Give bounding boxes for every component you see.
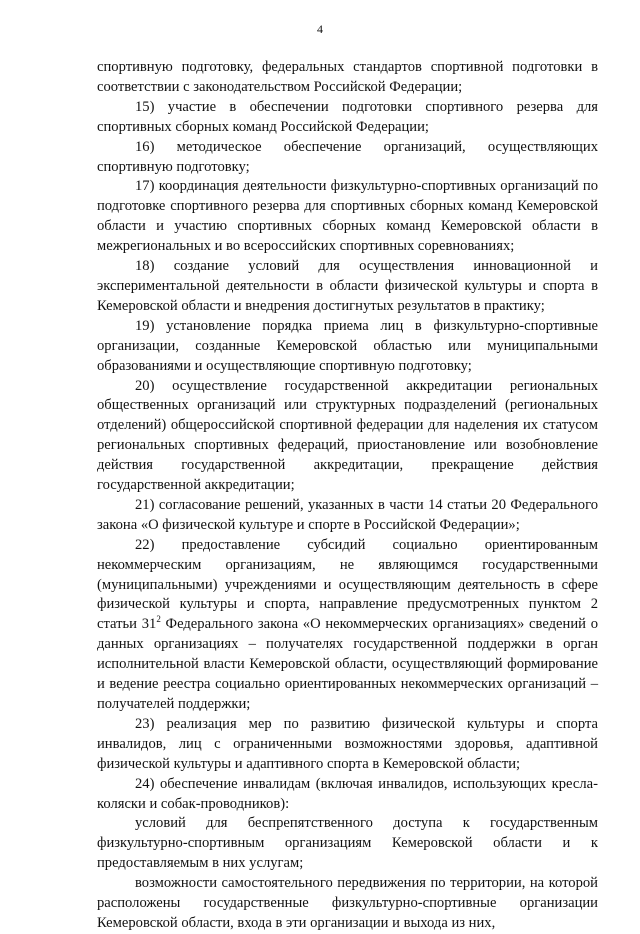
sub-item-conditions: условий для беспрепятственного доступа к государственным физкультурно-спортивным организациям Кемеровской области и к предоставляемым в них услугам; [97, 815, 598, 872]
list-item-23: 23) реализация мер по развитию физической культуры и спорта инвалидов, лиц с ограниченными возможностями здоровья, адаптивной физической культуры и адаптивного спорта в Кемеровской области; [97, 715, 598, 772]
document-body [97, 58, 598, 934]
superscript-index: 2 [156, 614, 161, 625]
list-item-19: 19) установление порядка приема лиц в физкультурно-спортивные организации, созданные Кемеровской областью или муниципальными образованиями и осуществляющие спортивную подготовку; [97, 317, 598, 374]
list-item-20: 20) осуществление государственной аккредитации региональных общественных организаций или структурных подразделений (региональных отделений) общероссийской спортивной федерации для наделения их статусом региональных спортивных федераций, приостановление или возобновление действия государственной аккредитации, прекращение действия государственной аккредитации; [97, 377, 598, 494]
page-number: 4 [317, 22, 323, 36]
list-item-16: 16) методическое обеспечение организаций, осуществляющих спортивную подготовку; [97, 138, 598, 175]
sub-item-mobility: возможности самостоятельного передвижения по территории, на которой расположены государственные физкультурно-спортивные организации Кемеровской области, входа в эти организации и выхода из них, [97, 875, 598, 931]
list-item-17: 17) координация деятельности физкультурно-спортивных организаций по подготовке спортивного резерва для спортивных сборных команд Кемеровской области и участию спортивных сборных команд Кемеровской области в межрегиональных и во всероссийских спортивных соревнованиях; [97, 178, 598, 255]
list-item-18: 18) создание условий для осуществления инновационной и экспериментальной деятельности в области физической культуры и спорта в Кемеровской области и внедрения достигнутых результатов в практику; [97, 258, 598, 314]
list-item-22 [97, 536, 598, 715]
list-item-22-text-after: Федерального закона «О некоммерческих организациях» сведений о данных организациях – получателях государственной поддержки в орган исполнительной власти Кемеровской области, осуществляющий формирование и ведение реестра социально ориентированных некоммерческих организаций – получателей поддержки; [97, 616, 598, 712]
list-item-24: 24) обеспечение инвалидам (включая инвалидов, использующих кресла-коляски и собак-проводников): [97, 775, 598, 812]
list-item-21: 21) согласование решений, указанных в части 14 статьи 20 Федерального закона «О физической культуре и спорте в Российской Федерации»; [97, 496, 598, 533]
list-item-15: 15) участие в обеспечении подготовки спортивного резерва для спортивных сборных команд Российской Федерации; [97, 98, 598, 135]
paragraph-continuation: спортивную подготовку, федеральных стандартов спортивной подготовки в соответствии с законодательством Российской Федерации; [97, 59, 598, 95]
list-item-22-text-before: 22) предоставление субсидий социально ориентированным некоммерческим организациям, не являющимся государственными (муниципальными) учреждениями и осуществляющим деятельность в сфере физической культуры и спорта, направление предусмотренных пунктом 2 статьи 31 [97, 536, 598, 633]
